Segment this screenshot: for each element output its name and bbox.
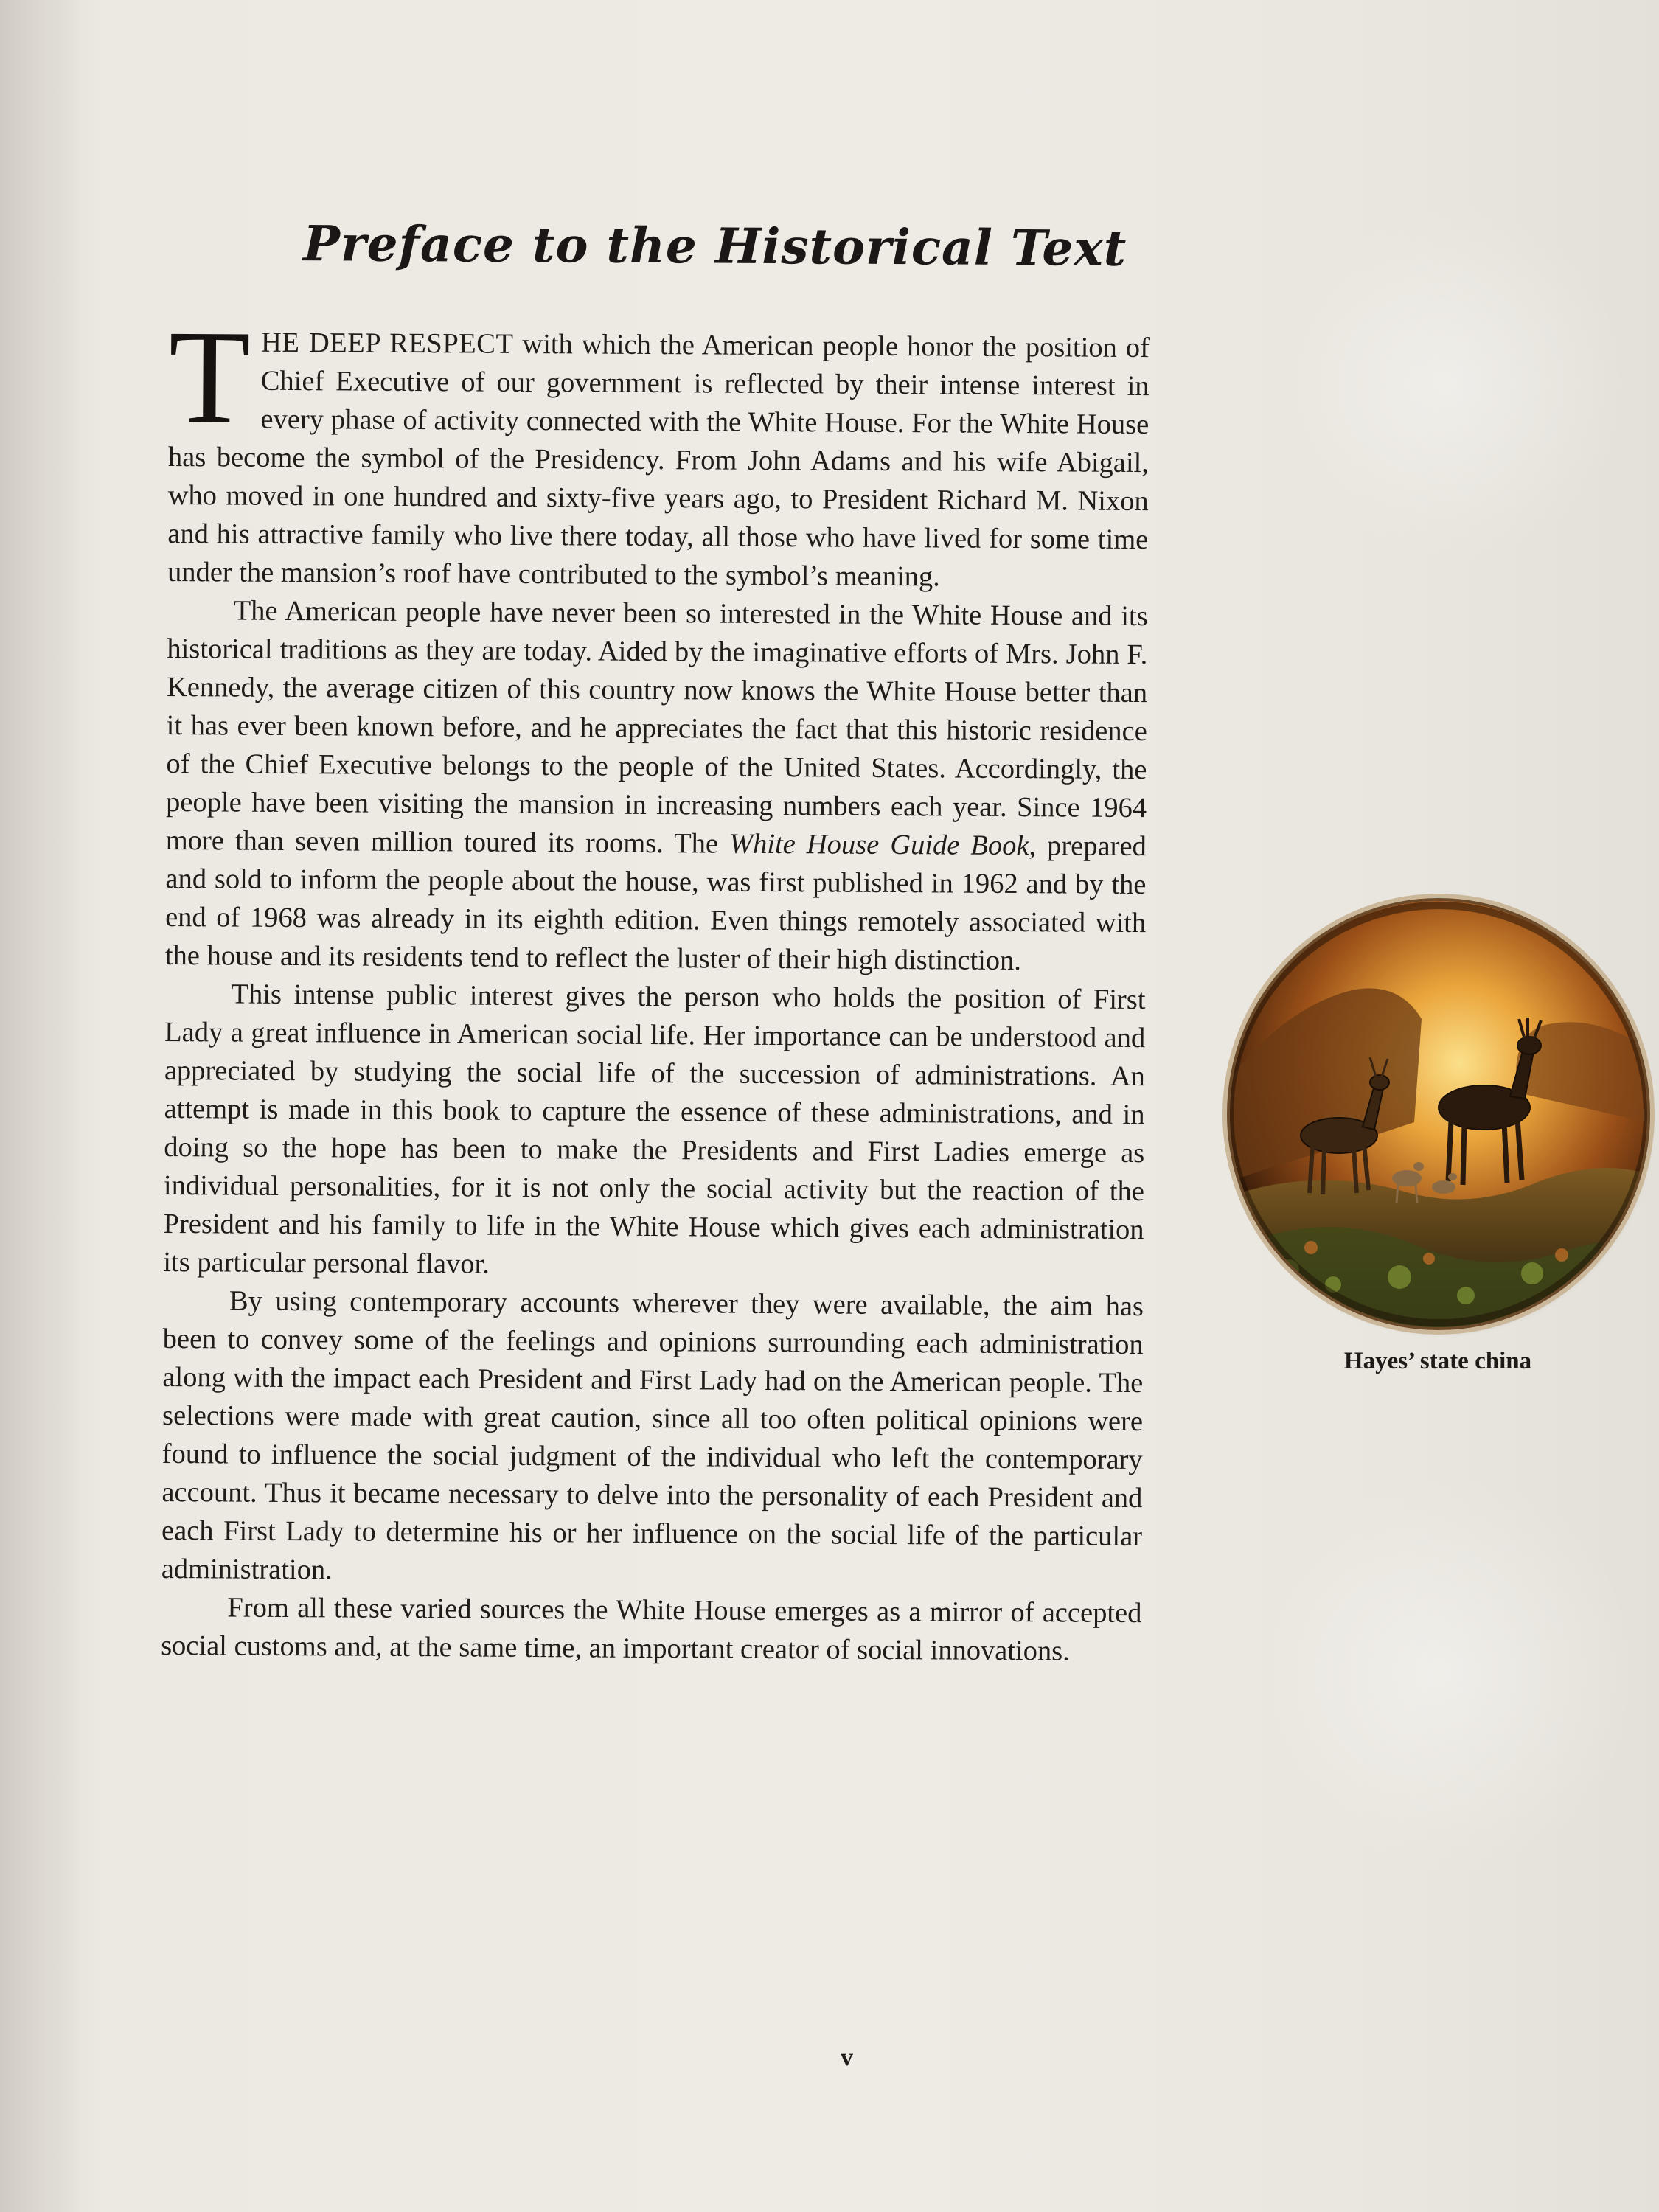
show-through-circle-bottom	[1246, 1467, 1630, 1880]
paragraph-1	[167, 302, 1150, 597]
book-title-italic: White House Guide Book,	[728, 828, 1037, 862]
paragraph-2-text-a: The American people have never been so interested in the White House and its historical traditions as they are today. Aided by the imaginative efforts of Mrs. John F. Kennedy, the average citizen of this country now knows the White House better than it has ever been known before, and he appreciates the fact that this historic residence of the Chief Executive belongs to the people of the United States. Accordingly, the people have been visiting the mansion in increasing numbers each year. Since 1964 more than seven million toured its rooms. The	[165, 595, 1148, 860]
page-title: Preface to the Historical Text	[303, 215, 1127, 277]
show-through-circle-top	[1268, 206, 1622, 560]
opening-small-caps: HE DEEP RESPECT	[260, 327, 514, 360]
paragraph-1-text: with which the American people honor the position of Chief Executive of our government is reflected by their intense interest in every phase of activity connected with the White House. For the White House has become the symbol of the Presidency. From John Adams and his wife Abigail, who moved in one hundred and sixty-five years ago, to President Richard M. Nixon and his attractive family who live there today, all those who have lived for some time under the mansion’s roof have contributed to the symbol’s meaning.	[167, 328, 1150, 593]
paragraph-4: By using contemporary accounts wherever they were available, the aim has been to convey some of the feelings and opinions surrounding each administration along with the impact each President and First Lady had on the American people. The selections were made with great caution, since all too often political opinions were found to influence the social judgment of the individual who left the contemporary account. Thus it became necessary to delve into the personality of each President and each First Lady to determine his or her influence on the social life of the particular administration.	[161, 1285, 1144, 1586]
page-number: v	[841, 2044, 853, 2071]
paragraph-2-text-b: prepared and sold to inform the people about the house, was first published in 1962 and by the end of 1968 was already in its eighth edition. Even things remotely associated with the house and its residents tend to reflect the luster of their high distinction.	[164, 830, 1147, 977]
binding-gutter-shadow	[0, 0, 81, 2212]
paragraph-5: From all these varied sources the White House emerges as a mirror of accepted social customs and, at the same time, an important creator of social innovations.	[161, 1592, 1142, 1667]
deer-plate-illustration	[1230, 901, 1647, 1327]
paragraph-2	[165, 591, 1148, 981]
drop-cap: T	[168, 302, 251, 452]
preface-body	[161, 302, 1150, 1671]
paragraph-3: This intense public interest gives the person who holds the position of First Lady a great influence in American social life. Her importance can be understood and appreciated by studying the social life of the succession of administrations. An attempt is made in this book to capture the essence of these administrations, and in doing so the hope has been to make the Presidents and First Ladies emerge as individual personalities, for it is not only the social activity but the reaction of the President and his family to life in the White House which gives each administration its particular personal flavor.	[163, 978, 1146, 1280]
figure-caption: Hayes’ state china	[1343, 1348, 1532, 1374]
hayes-state-china-plate-image	[1230, 901, 1647, 1327]
main-text-column	[161, 214, 1150, 1671]
